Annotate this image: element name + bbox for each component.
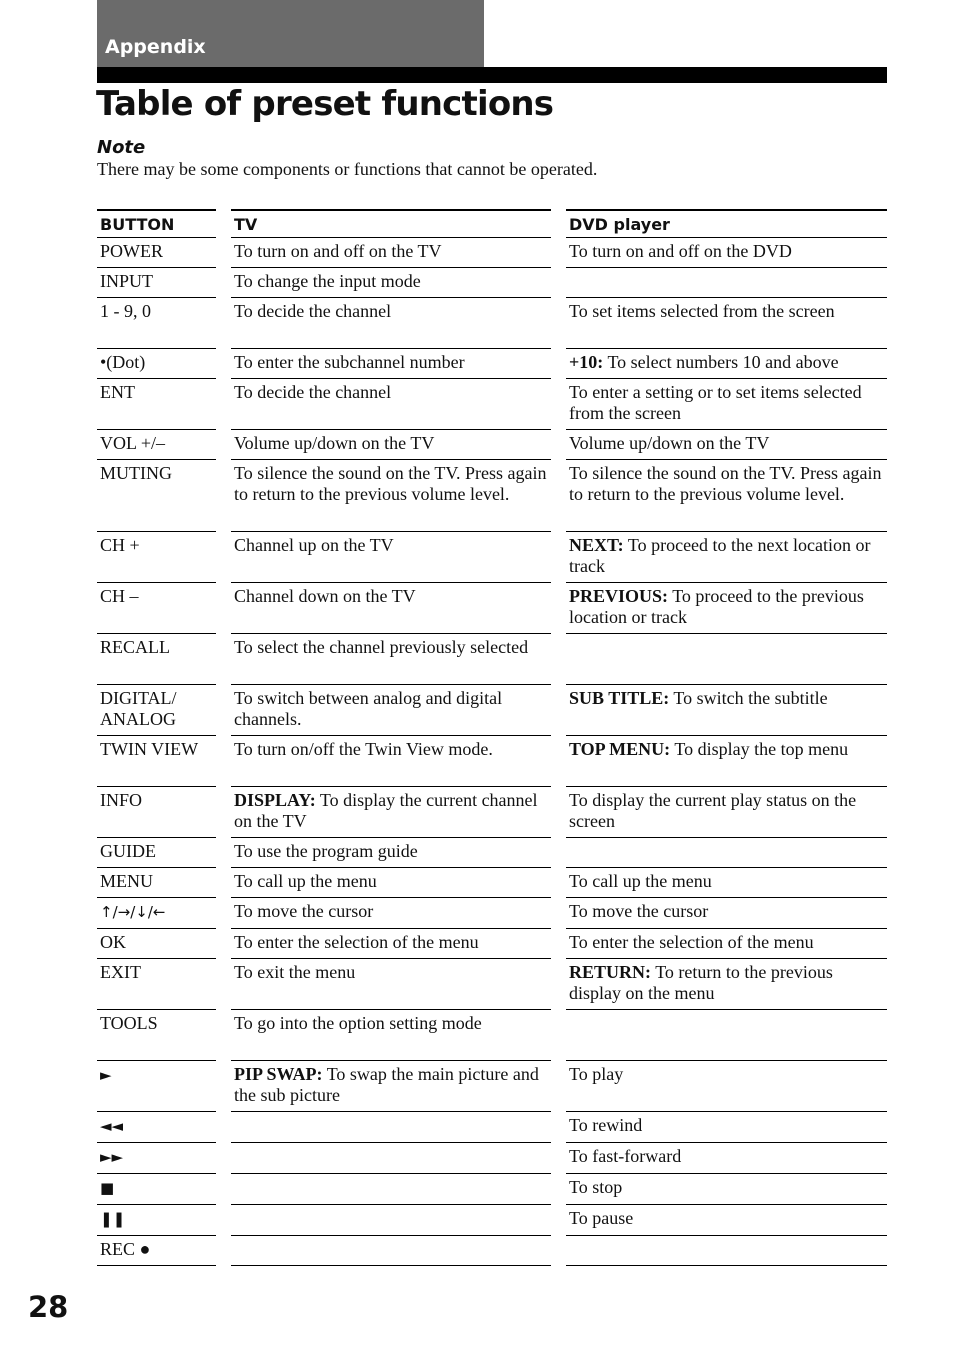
- dvd-cell: To stop: [566, 1174, 887, 1205]
- tv-cell: [231, 1174, 551, 1205]
- button-cell: EXIT: [97, 959, 216, 1010]
- table-row: [97, 1236, 887, 1266]
- dvd-cell: To pause: [566, 1205, 887, 1236]
- dvd-cell: +10: To select numbers 10 and above: [566, 349, 887, 379]
- dvd-cell: To enter the selection of the menu: [566, 929, 887, 959]
- table-row: [97, 238, 887, 268]
- section-label: Appendix: [105, 36, 206, 58]
- note-text: There may be some components or functions that cannot be operated.: [97, 159, 598, 179]
- tv-cell: To turn on and off on the TV: [231, 238, 551, 268]
- table-header-row: [97, 209, 887, 238]
- button-cell: MUTING: [97, 460, 216, 532]
- button-cell: [97, 1112, 216, 1143]
- section-tab: [97, 0, 484, 68]
- tv-cell: To select the channel previously selected: [231, 634, 551, 685]
- button-cell: INFO: [97, 787, 216, 838]
- table-row: [97, 430, 887, 460]
- button-cell: POWER: [97, 238, 216, 268]
- dvd-cell: Volume up/down on the TV: [566, 430, 887, 460]
- button-cell: INPUT: [97, 268, 216, 298]
- dvd-cell: To silence the sound on the TV. Press again to return to the previous volume level.: [566, 460, 887, 532]
- button-cell: TOOLS: [97, 1010, 216, 1061]
- tv-cell: To enter the selection of the menu: [231, 929, 551, 959]
- table-row: [97, 1174, 887, 1205]
- tv-cell: To use the program guide: [231, 838, 551, 868]
- dvd-cell: PREVIOUS: To proceed to the previous location or track: [566, 583, 887, 634]
- dvd-cell: To set items selected from the screen: [566, 298, 887, 349]
- button-cell: GUIDE: [97, 838, 216, 868]
- play-icon: ►: [100, 1066, 112, 1084]
- header-rule: [97, 67, 887, 83]
- table-row: [97, 838, 887, 868]
- header-tv: TV: [231, 209, 551, 238]
- button-cell: 1 - 9, 0: [97, 298, 216, 349]
- tv-cell: To silence the sound on the TV. Press again to return to the previous volume level.: [231, 460, 551, 532]
- button-cell: CH –: [97, 583, 216, 634]
- button-cell: DIGITAL/ ANALOG: [97, 685, 216, 736]
- rewind-icon: ◄◄: [100, 1117, 124, 1135]
- button-cell: [97, 898, 216, 929]
- pause-icon: ❚❚: [100, 1210, 126, 1228]
- tv-cell: To decide the channel: [231, 379, 551, 430]
- table-row: [97, 898, 887, 929]
- tv-cell: To change the input mode: [231, 268, 551, 298]
- table-row: [97, 532, 887, 583]
- table-row: [97, 959, 887, 1010]
- table-row: [97, 1112, 887, 1143]
- table-row: [97, 583, 887, 634]
- table-row: [97, 929, 887, 959]
- dvd-cell: To display the current play status on the screen: [566, 787, 887, 838]
- header-dvd: DVD player: [566, 209, 887, 238]
- dvd-cell: To fast-forward: [566, 1143, 887, 1174]
- table-row: [97, 1010, 887, 1061]
- tv-cell: To move the cursor: [231, 898, 551, 929]
- dvd-cell: [566, 268, 887, 298]
- dvd-cell: [566, 634, 887, 685]
- tv-cell: To exit the menu: [231, 959, 551, 1010]
- button-cell: [97, 1174, 216, 1205]
- dvd-cell: To enter a setting or to set items selected from the screen: [566, 379, 887, 430]
- tv-cell: PIP SWAP: To swap the main picture and the sub picture: [231, 1061, 551, 1112]
- button-cell: RECALL: [97, 634, 216, 685]
- dvd-cell: To rewind: [566, 1112, 887, 1143]
- note-label: Note: [97, 137, 146, 158]
- tv-cell: To turn on/off the Twin View mode.: [231, 736, 551, 787]
- table-row: [97, 379, 887, 430]
- preset-functions-table: [97, 209, 887, 1266]
- tv-cell: [231, 1143, 551, 1174]
- button-cell: OK: [97, 929, 216, 959]
- button-cell: ENT: [97, 379, 216, 430]
- dvd-cell: [566, 1010, 887, 1061]
- dvd-cell: [566, 838, 887, 868]
- dvd-cell: RETURN: To return to the previous display on the menu: [566, 959, 887, 1010]
- button-cell: CH +: [97, 532, 216, 583]
- tv-cell: To go into the option setting mode: [231, 1010, 551, 1061]
- tv-cell: To decide the channel: [231, 298, 551, 349]
- button-cell: [97, 1061, 216, 1112]
- tv-cell: Channel down on the TV: [231, 583, 551, 634]
- fast-forward-icon: ►►: [100, 1148, 124, 1166]
- table-row: [97, 1061, 887, 1112]
- tv-cell: To call up the menu: [231, 868, 551, 898]
- dvd-cell: TOP MENU: To display the top menu: [566, 736, 887, 787]
- tv-cell: [231, 1112, 551, 1143]
- button-cell: •(Dot): [97, 349, 216, 379]
- dvd-cell: SUB TITLE: To switch the subtitle: [566, 685, 887, 736]
- table-row: [97, 1205, 887, 1236]
- tv-cell: [231, 1236, 551, 1266]
- tv-cell: To switch between analog and digital channels.: [231, 685, 551, 736]
- table-row: [97, 298, 887, 349]
- header-button: BUTTON: [97, 209, 216, 238]
- table-row: [97, 685, 887, 736]
- button-cell: TWIN VIEW: [97, 736, 216, 787]
- button-cell: [97, 1205, 216, 1236]
- table-row: [97, 736, 887, 787]
- dvd-cell: [566, 1236, 887, 1266]
- dvd-cell: To play: [566, 1061, 887, 1112]
- page-number: 28: [28, 1290, 69, 1324]
- table-row: [97, 787, 887, 838]
- button-cell: [97, 1143, 216, 1174]
- button-cell: REC ●: [97, 1236, 216, 1266]
- table-row: [97, 460, 887, 532]
- dvd-cell: To call up the menu: [566, 868, 887, 898]
- tv-cell: DISPLAY: To display the current channel on the TV: [231, 787, 551, 838]
- table-row: [97, 349, 887, 379]
- arrow-keys-icon: ↑/→/↓/←: [100, 903, 166, 921]
- tv-cell: To enter the subchannel number: [231, 349, 551, 379]
- tv-cell: Volume up/down on the TV: [231, 430, 551, 460]
- dvd-cell: To turn on and off on the DVD: [566, 238, 887, 268]
- stop-icon: ■: [100, 1179, 115, 1197]
- dvd-cell: NEXT: To proceed to the next location or track: [566, 532, 887, 583]
- table-row: [97, 634, 887, 685]
- page-title: Table of preset functions: [96, 84, 554, 124]
- button-cell: MENU: [97, 868, 216, 898]
- table-row: [97, 868, 887, 898]
- tv-cell: Channel up on the TV: [231, 532, 551, 583]
- tv-cell: [231, 1205, 551, 1236]
- button-cell: VOL +/–: [97, 430, 216, 460]
- table-row: [97, 1143, 887, 1174]
- dvd-cell: To move the cursor: [566, 898, 887, 929]
- table-row: [97, 268, 887, 298]
